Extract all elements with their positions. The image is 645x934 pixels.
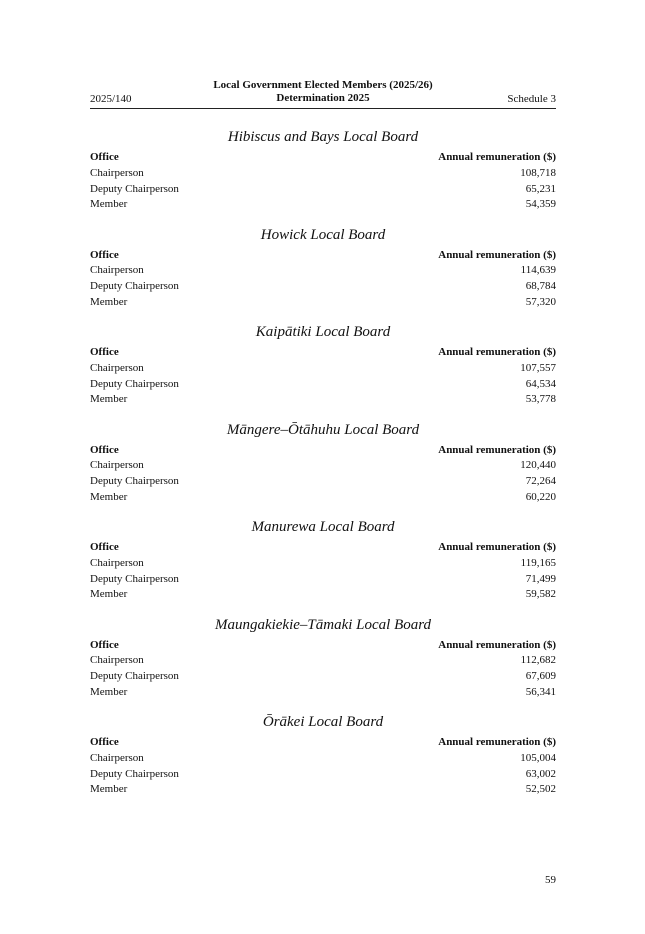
table-row — [90, 669, 556, 685]
col-office-header: Office — [90, 248, 119, 261]
col-remuneration-header: Annual remuneration ($) — [438, 736, 556, 748]
board-section — [90, 224, 556, 322]
table-row — [90, 474, 556, 490]
office-cell: Member — [90, 685, 128, 698]
office-cell: Deputy Chairperson — [90, 475, 179, 488]
remuneration-cell: 64,534 — [525, 377, 556, 390]
table-row — [90, 361, 556, 377]
office-cell: Chairperson — [90, 751, 144, 764]
office-cell: Member — [90, 783, 128, 796]
remuneration-cell: 108,718 — [520, 166, 556, 179]
office-cell: Chairperson — [90, 264, 144, 277]
header-title — [90, 79, 556, 105]
page-number: 59 — [545, 874, 556, 886]
table-row — [90, 279, 556, 295]
office-cell: Chairperson — [90, 654, 144, 667]
office-cell: Deputy Chairperson — [90, 377, 179, 390]
col-office-header: Office — [90, 638, 119, 651]
board-title: Hibiscus and Bays Local Board — [227, 129, 419, 145]
table-header — [90, 150, 556, 166]
header-schedule: Schedule 3 — [507, 93, 556, 105]
col-remuneration-header: Annual remuneration ($) — [438, 248, 556, 261]
remuneration-cell: 54,359 — [525, 198, 556, 211]
col-office-header: Office — [90, 151, 119, 163]
board-section — [90, 321, 556, 419]
board-section — [90, 419, 556, 517]
remuneration-cell: 72,264 — [525, 475, 556, 488]
office-cell: Deputy Chairperson — [90, 182, 179, 195]
col-office-header: Office — [90, 736, 119, 748]
office-cell: Member — [90, 393, 128, 406]
col-remuneration-header: Annual remuneration ($) — [438, 151, 556, 163]
remuneration-cell: 56,341 — [525, 685, 556, 698]
table-row — [90, 197, 556, 213]
office-cell: Member — [90, 588, 128, 601]
remuneration-cell: 105,004 — [520, 751, 556, 764]
board-section — [90, 516, 556, 614]
col-office-header: Office — [90, 346, 119, 358]
office-cell: Chairperson — [90, 556, 144, 569]
office-cell: Member — [90, 295, 128, 308]
table-row — [90, 751, 556, 767]
col-remuneration-header: Annual remuneration ($) — [438, 346, 556, 358]
table-header — [90, 540, 556, 556]
page-header — [90, 80, 556, 109]
office-cell: Deputy Chairperson — [90, 670, 179, 683]
remuneration-cell: 120,440 — [520, 459, 556, 472]
table-row — [90, 685, 556, 701]
boards-list — [90, 126, 556, 809]
header-title-line1: Local Government Elected Members (2025/26) — [213, 79, 433, 91]
table-row — [90, 182, 556, 198]
board-title: Maungakiekie–Tāmaki Local Board — [214, 616, 432, 633]
table-row — [90, 490, 556, 506]
remuneration-cell: 52,502 — [525, 783, 556, 796]
remuneration-cell: 71,499 — [525, 572, 556, 585]
office-cell: Chairperson — [90, 361, 144, 374]
remuneration-cell: 59,582 — [525, 588, 556, 601]
header-reference: 2025/140 — [90, 93, 132, 105]
table-header — [90, 443, 556, 459]
office-cell: Chairperson — [90, 166, 144, 179]
table-row — [90, 392, 556, 408]
remuneration-cell: 68,784 — [525, 280, 556, 293]
table-row — [90, 653, 556, 669]
board-title: Māngere–Ōtāhuhu Local Board — [226, 421, 420, 438]
board-title: Manurewa Local Board — [251, 519, 395, 535]
board-section — [90, 614, 556, 712]
board-title: Ōrākei Local Board — [262, 714, 384, 730]
header-title-line2: Determination 2025 — [276, 92, 370, 104]
board-section — [90, 711, 556, 809]
table-row — [90, 458, 556, 474]
office-cell: Member — [90, 198, 128, 211]
office-cell: Chairperson — [90, 459, 144, 472]
office-cell: Member — [90, 490, 128, 503]
remuneration-cell: 112,682 — [520, 654, 556, 667]
table-row — [90, 556, 556, 572]
office-cell: Deputy Chairperson — [90, 572, 179, 585]
remuneration-cell: 107,557 — [520, 361, 556, 374]
table-header — [90, 638, 556, 654]
remuneration-cell: 119,165 — [520, 556, 556, 569]
col-remuneration-header: Annual remuneration ($) — [438, 541, 556, 553]
table-header — [90, 248, 556, 264]
table-header — [90, 345, 556, 361]
table-row — [90, 767, 556, 783]
table-header — [90, 735, 556, 751]
table-row — [90, 587, 556, 603]
remuneration-cell: 53,778 — [525, 393, 556, 406]
office-cell: Deputy Chairperson — [90, 280, 179, 293]
remuneration-cell: 63,002 — [525, 767, 556, 780]
board-title: Kaipātiki Local Board — [255, 324, 391, 340]
remuneration-cell: 114,639 — [520, 264, 556, 277]
col-office-header: Office — [90, 443, 119, 456]
remuneration-cell: 67,609 — [525, 670, 556, 683]
table-row — [90, 572, 556, 588]
remuneration-cell: 57,320 — [525, 295, 556, 308]
table-row — [90, 295, 556, 311]
remuneration-cell: 65,231 — [525, 182, 556, 195]
office-cell: Deputy Chairperson — [90, 767, 179, 780]
board-section — [90, 126, 556, 224]
table-row — [90, 782, 556, 798]
table-row — [90, 377, 556, 393]
col-office-header: Office — [90, 541, 119, 553]
board-title: Howick Local Board — [260, 226, 386, 243]
table-row — [90, 263, 556, 279]
col-remuneration-header: Annual remuneration ($) — [438, 638, 556, 651]
col-remuneration-header: Annual remuneration ($) — [438, 443, 556, 456]
table-row — [90, 166, 556, 182]
remuneration-cell: 60,220 — [525, 490, 556, 503]
